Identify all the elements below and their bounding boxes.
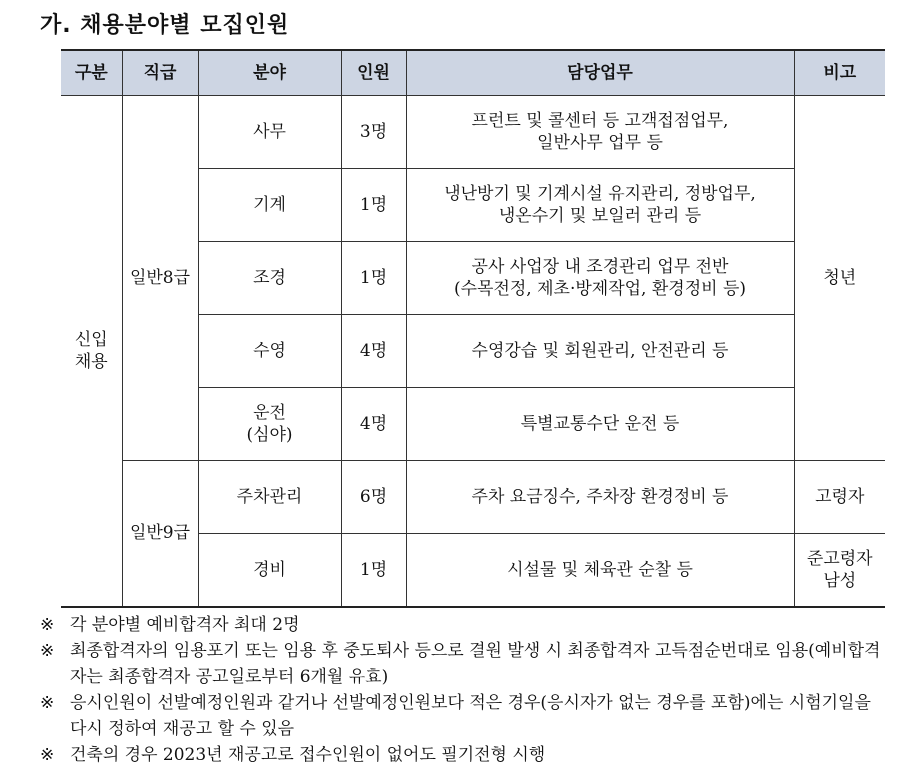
remarks-cell: 청년: [794, 96, 885, 461]
note-text: 응시인원이 선발예정인원과 같거나 선발예정인원보다 적은 경우(응시자가 없는 경우를 포함)에는 시험기일을 다시 정하여 재공고 할 수 있음: [70, 693, 871, 739]
count-cell: 1명: [341, 534, 406, 608]
notes-list: [40, 612, 892, 768]
header-grade: 직급: [122, 50, 198, 96]
note-item: [40, 742, 892, 768]
table-row: [61, 461, 885, 534]
field-cell: 운전 (심야): [198, 388, 341, 461]
duties-cell: 냉난방기 및 기계시설 유지관리, 정방업무, 냉온수기 및 보일러 관리 등: [406, 169, 794, 242]
field-cell: 기계: [198, 169, 341, 242]
category-cell: 신입 채용: [61, 96, 122, 608]
reference-mark-icon: ※: [40, 641, 55, 661]
header-field: 분야: [198, 50, 341, 96]
count-cell: 3명: [341, 96, 406, 169]
note-text: 각 분야별 예비합격자 최대 2명: [70, 615, 300, 635]
note-item: [40, 690, 892, 742]
count-cell: 1명: [341, 169, 406, 242]
remarks-cell: 고령자: [794, 461, 885, 534]
field-cell: 수영: [198, 315, 341, 388]
recruitment-table: [61, 49, 885, 608]
duties-cell: 주차 요금징수, 주차장 환경정비 등: [406, 461, 794, 534]
field-cell: 경비: [198, 534, 341, 608]
duties-cell: 특별교통수단 운전 등: [406, 388, 794, 461]
field-cell: 조경: [198, 242, 341, 315]
note-text: 최종합격자의 임용포기 또는 임용 후 중도퇴사 등으로 결원 발생 시 최종합격자 고득점순번대로 임용(예비합격자는 최종합격자 공고일로부터 6개월 유효): [70, 641, 881, 687]
header-duties: 담당업무: [406, 50, 794, 96]
grade-cell: 일반9급: [122, 461, 198, 608]
count-cell: 4명: [341, 315, 406, 388]
note-item: [40, 612, 892, 638]
reference-mark-icon: ※: [40, 615, 55, 635]
count-cell: 6명: [341, 461, 406, 534]
header-category: 구분: [61, 50, 122, 96]
remarks-cell: 준고령자 남성: [794, 534, 885, 608]
section-title: 가. 채용분야별 모집인원: [40, 13, 290, 38]
field-cell: 주차관리: [198, 461, 341, 534]
reference-mark-icon: ※: [40, 745, 55, 765]
duties-cell: 프런트 및 콜센터 등 고객접점업무, 일반사무 업무 등: [406, 96, 794, 169]
table-header-row: [61, 50, 885, 96]
field-cell: 사무: [198, 96, 341, 169]
grade-cell: 일반8급: [122, 96, 198, 461]
reference-mark-icon: ※: [40, 693, 55, 713]
count-cell: 1명: [341, 242, 406, 315]
count-cell: 4명: [341, 388, 406, 461]
duties-cell: 시설물 및 체육관 순찰 등: [406, 534, 794, 608]
duties-cell: 공사 사업장 내 조경관리 업무 전반 (수목전정, 제초·방제작업, 환경정비 등): [406, 242, 794, 315]
header-count: 인원: [341, 50, 406, 96]
header-remarks: 비고: [794, 50, 885, 96]
note-text: 건축의 경우 2023년 재공고로 접수인원이 없어도 필기전형 시행: [70, 745, 546, 765]
note-item: [40, 638, 892, 690]
table-row: [61, 96, 885, 169]
duties-cell: 수영강습 및 회원관리, 안전관리 등: [406, 315, 794, 388]
